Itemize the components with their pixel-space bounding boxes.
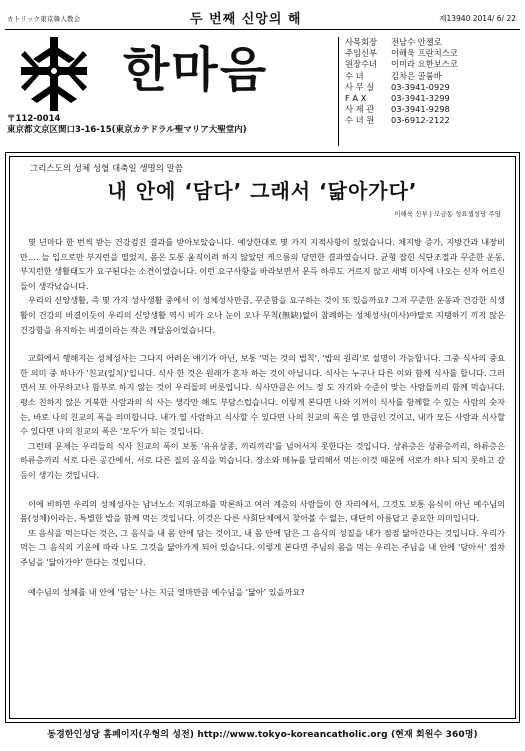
article-kicker: 그리스도의 성체 성혈 대축일 생명의 말씀: [30, 164, 184, 174]
staff-row: 수 녀 원 03-6912-2122: [345, 115, 450, 126]
article-body: [20, 235, 505, 600]
staff-row: 수 녀 김차은 골룸바: [345, 70, 442, 81]
article-paragraph: 우리의 신앙생활, 즉 몇 가지 성사생활 중에서 이 성체성사만큼, 꾸준함을 요구하는 것이 또 있을까요? 그저 꾸준한 운동과 건강한 식생활이 건강의 비결이듯이 우리의 신앙생활 역시 비가 오나 눈이 오나 무칙(無缺)없이 참례하는 성체성사(미사)야말로 지탱하기 끼지 않은 건강함을 유지하는 비결이라는 작은 깨달음이었습니다.: [20, 295, 505, 335]
article-byline: 이해욱 신부 | 모금동 성요셉성당 주임: [394, 210, 501, 218]
address: [7, 114, 247, 136]
article-paragraph: 그런데 문제는 우리들의 식사 친교의 폭이 보통 '유유상종, 끼리끼리'를 넘어서지 못한다는 것입니다. 상류층은 상류층끼리, 하류층은 하류층끼리 서로 다른 공간에서, 서로 다른 질의 음식을 먹습니다. 장소와 메뉴를 달리해서 먹는 이것 때문에 서로가 하나 되지 못하고 갈등이 생기는 것입니다.: [20, 440, 505, 480]
article-paragraph: 몇 년마다 한 번씩 받는 건강검진 결과를 받아보았습니다. 예상한대로 몇 가지 지적사항이 있었습니다. 체지방 증가, 지방간과 내장비만…. 늘 입으로만 부지런을 떨었지, 몸은 도통 움직이려 하지 않았던 게으름의 당연한 결과였습니다. 균형 잡힌 식단조절과 꾸준한 운동, 부지런한 생활태도가 요구된다는 소견이었습니다. 이런 요구사항을 바라보면서 문득 하루도 거르지 않고 새벽 미사에 나오는 신자 어르신들이 생각났습니다.: [20, 237, 505, 291]
staff-row: 원장수녀 이미라 요한보스코: [345, 59, 458, 70]
issue-info: 제13940 2014/ 6/ 22: [439, 14, 516, 23]
staff-row: F A X 03-3941-3299: [345, 93, 450, 104]
church-logo-icon: [19, 37, 89, 111]
article-headline: 내 안에 ‘담다’ 그래서 ‘닮아가다’: [107, 179, 418, 203]
staff-row: 주임신부 이해욱 프란치스코: [345, 48, 458, 59]
article-paragraph: 이에 비하면 우리의 성체성사는 남녀노소 지위고하를 막론하고 여러 계층의 사람들이 한 자리에서, 그것도 보통 음식이 아닌 예수님의 몸(성체)이라는, 특별한 밥을 함께 먹는 것입니다. 이것은 다른 사회단체에서 찾아볼 수 없는, 대단히 아름답고 중요한 의미입니다.: [20, 498, 505, 524]
masthead: [5, 33, 520, 151]
article-inner-frame: [9, 156, 516, 719]
street-address: 東京都文京区関口3-16-15(東京カテドラル聖マリア大聖堂内): [7, 125, 247, 135]
staff-list: [338, 37, 520, 146]
article-paragraph: 교회에서 행해지는 성체성사는 그다지 어려운 얘기가 아닌, 보통 '먹는 것의 법칙', '밥의 원리'로 설명이 가능합니다. 그중 식사의 중요한 의미 중 하나가 '친교(일치)'입니다. 식사 한 것은 원래가 혼자 하는 것이 아닙니다. 식사는 누구나 다른 이와 함께 식사를 합니다. 그러면서 또 아무하고나 함부로 하지 않는 것이 우리들의 버릇입니다. 식사만큼은 어느 정 도 자기와 수준이 맞는 사람들끼리 함께 먹습니다. 평소 친하지 않은 거북한 사람과의 식 사는 생각만 해도 부담스럽습니다. 이렇게 본다면 나와 기꺼이 식사를 함께할 수 있는 사람의 숫자는, 바로 나의 친교의 폭을 의미합니다. 내가 열 사람하고 식사할 수 있다면 나의 친교의 폭은 열 만큼인 것이고, 내가 모든 사람과 식사할 수 있다면 나의 친교의 폭은 '모두'가 되는 것입니다.: [20, 353, 505, 437]
staff-row: 사목회장 전남수 안젤로: [345, 37, 442, 47]
article-paragraph: 예수님의 성체를 내 안에 '담는' 나는 지금 얼마만큼 예수님을 '닮아' 있을까요?: [28, 587, 305, 598]
staff-row: 사 제 관 03-3941-9298: [345, 104, 450, 115]
footer-homepage: 동경한인성당 홈페이지(우형의 성전) http://www.tokyo-koreancatholic.org (현재 회원수 360명): [47, 730, 478, 740]
article-paragraph: 또 음식을 먹는다는 것은, 그 음식을 내 몸 안에 담는 것이고, 내 몸 안에 담은 그 음식의 성질을 내가 점점 닮아간다는 것입니다. 우리가 먹는 그 음식의 기운에 따라 나도 그것을 닮아가게 되어 있습니다. 이렇게 본다면 주님의 몸을 먹는 우리는 주님을 내 안에 '담아서' 점차 주님을 '닮아가야' 한다는 것입니다.: [20, 527, 505, 567]
article-box: [5, 152, 520, 723]
postal-code: 〒112-0014: [7, 114, 61, 124]
staff-row: 사 무 실 03-3941-0929: [345, 81, 450, 92]
year-title: 두 번째 신앙의 해: [190, 12, 302, 27]
newspaper-name: 한마음: [123, 42, 269, 98]
top-bar: [5, 4, 520, 30]
church-name: カトリック東京韓人教会: [7, 15, 81, 23]
